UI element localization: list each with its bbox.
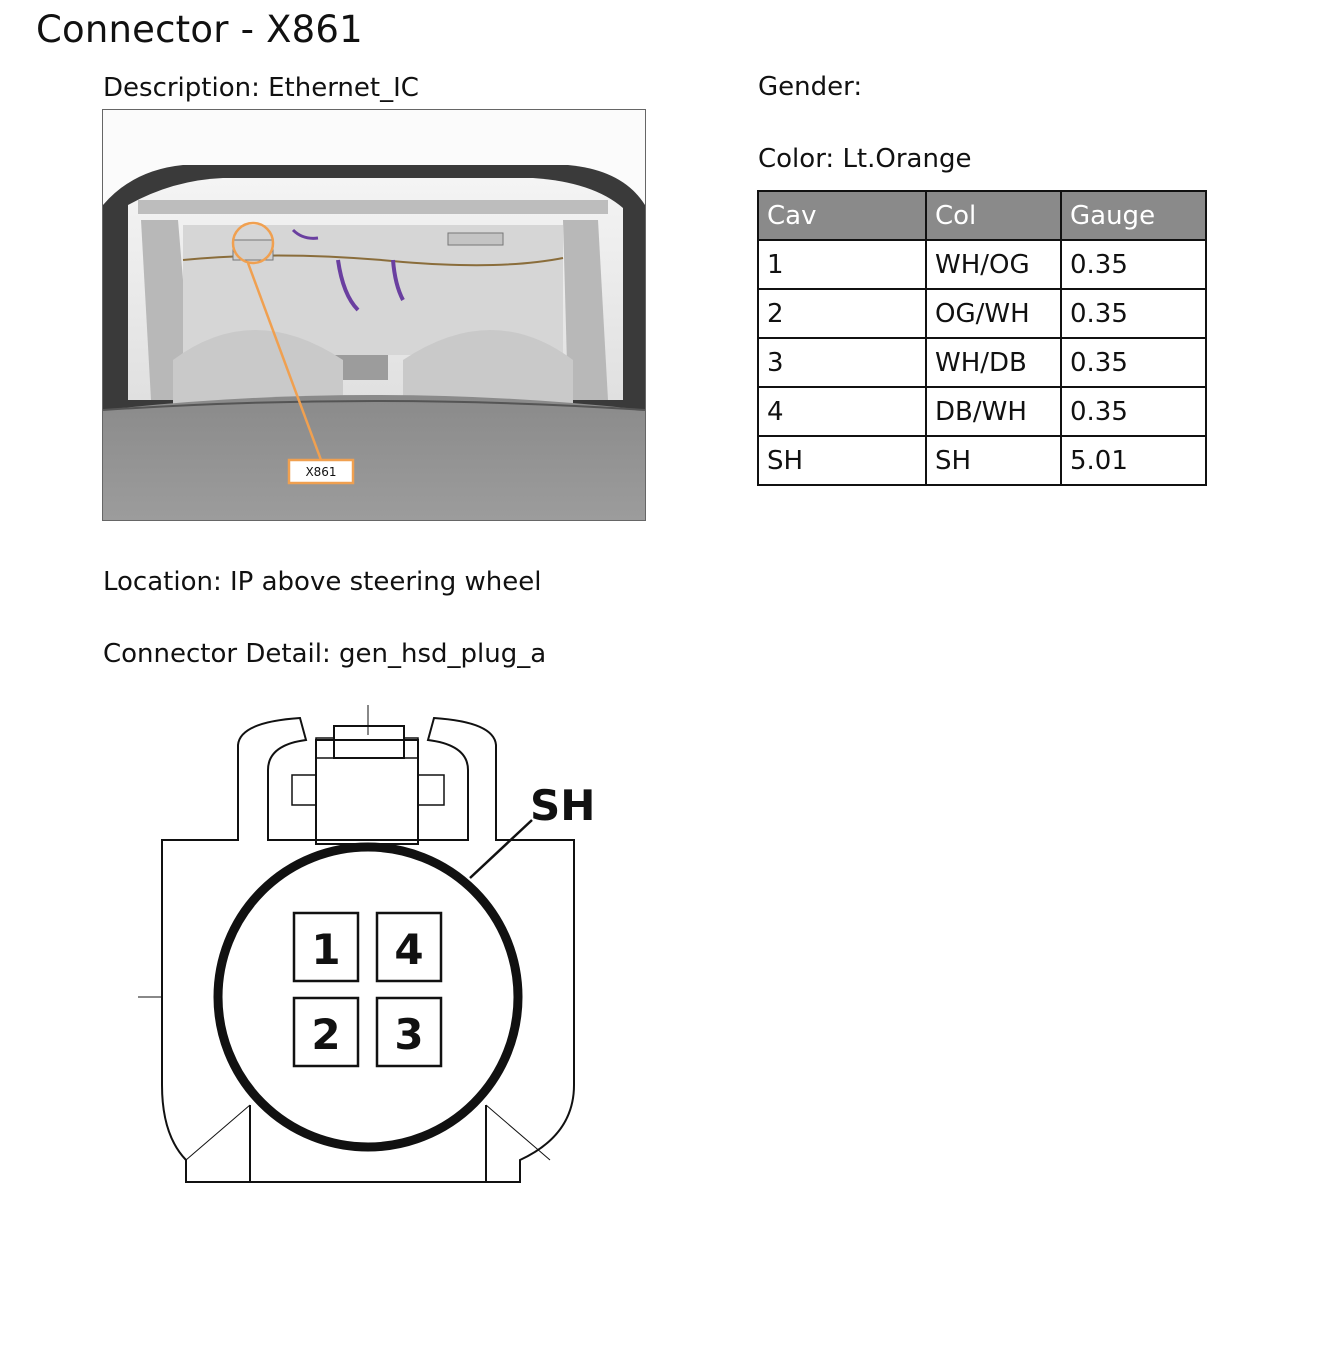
cell-cav: 4	[758, 387, 926, 436]
cell-col: WH/OG	[926, 240, 1061, 289]
cell-col: DB/WH	[926, 387, 1061, 436]
table-row	[758, 338, 1206, 387]
cell-col: OG/WH	[926, 289, 1061, 338]
table-row	[758, 289, 1206, 338]
shield-leader-line	[470, 820, 532, 878]
cell-cav: 3	[758, 338, 926, 387]
cell-cav: 1	[758, 240, 926, 289]
callout-label: X861	[305, 465, 337, 479]
cell-gauge: 0.35	[1061, 387, 1206, 436]
table-row	[758, 240, 1206, 289]
cell-col: SH	[926, 436, 1061, 485]
page-title: Connector - X861	[36, 8, 363, 51]
connector-detail-label: Connector Detail: gen_hsd_plug_a	[103, 639, 547, 669]
cell-gauge: 0.35	[1061, 289, 1206, 338]
description-label: Description: Ethernet_IC	[103, 73, 419, 103]
cell-cav: 2	[758, 289, 926, 338]
pin-label-1: 1	[311, 925, 341, 974]
gender-label: Gender:	[758, 72, 863, 102]
header-gauge: Gauge	[1061, 191, 1206, 240]
color-label: Color: Lt.Orange	[758, 144, 972, 174]
cell-col: WH/DB	[926, 338, 1061, 387]
header-cav: Cav	[758, 191, 926, 240]
header-col: Col	[926, 191, 1061, 240]
pin-label-2: 2	[311, 1010, 341, 1059]
pin-label-4: 4	[394, 925, 424, 974]
table-row	[758, 436, 1206, 485]
connector-diagram	[130, 700, 610, 1200]
cell-gauge: 0.35	[1061, 240, 1206, 289]
cell-gauge: 5.01	[1061, 436, 1206, 485]
cell-gauge: 0.35	[1061, 338, 1206, 387]
cell-cav: SH	[758, 436, 926, 485]
wire-table	[757, 190, 1207, 486]
location-label: Location: IP above steering wheel	[103, 567, 542, 597]
pin-label-3: 3	[394, 1010, 424, 1059]
location-photo	[102, 109, 646, 521]
shield-label: SH	[530, 781, 596, 830]
shield-ring	[218, 847, 518, 1147]
table-row	[758, 387, 1206, 436]
table-header-row	[758, 191, 1206, 240]
